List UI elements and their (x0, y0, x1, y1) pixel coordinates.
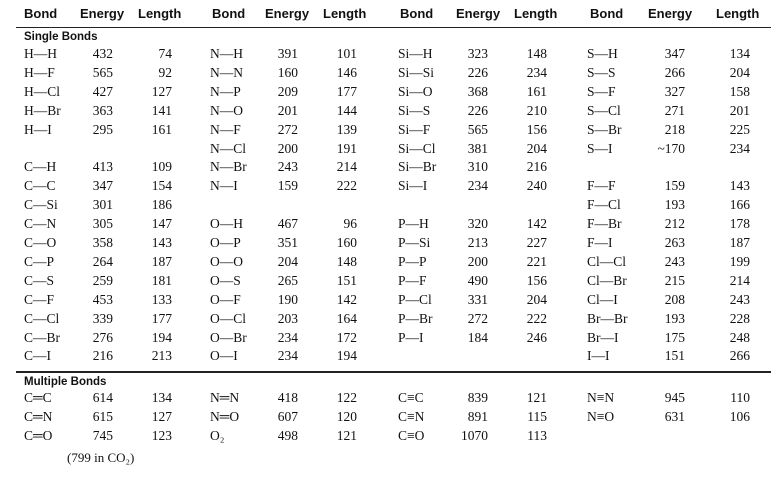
bond-formula: Br—I (587, 329, 619, 345)
bond-energy: 347 (664, 46, 685, 61)
section-title-multiple: Multiple Bonds (24, 376, 107, 388)
bond-length: 214 (336, 159, 357, 175)
column-header-bond: Bond (24, 6, 58, 21)
bond-length: 121 (526, 390, 547, 405)
bond-energy: 839 (467, 390, 488, 405)
bond-formula: O—O (210, 253, 243, 269)
bond-length: 201 (729, 102, 750, 118)
bond-formula: Si—Si (398, 64, 435, 80)
bond-formula: O—S (210, 272, 241, 288)
bond-formula: P—I (398, 329, 424, 345)
bond-formula: O—Br (210, 329, 247, 345)
bond-formula: C—Br (24, 329, 61, 345)
bond-formula: N≡N (587, 390, 615, 405)
bond-formula: N—O (210, 102, 243, 118)
bond-length: 134 (151, 390, 172, 405)
bond-length: 154 (151, 178, 172, 194)
bond-length: 266 (729, 348, 750, 364)
bond-formula: P—P (398, 253, 427, 269)
bond-energy: 327 (664, 83, 685, 99)
bond-length: 222 (336, 178, 357, 194)
bond-length: 221 (526, 253, 547, 269)
section-divider (16, 371, 771, 373)
bond-length: 246 (526, 329, 547, 345)
bond-formula: P—H (398, 216, 429, 232)
bond-formula: C—S (24, 272, 55, 288)
column-header-bond: Bond (400, 6, 434, 21)
bond-formula: N—N (210, 64, 243, 80)
column-header-energy: Energy (80, 6, 125, 21)
bond-length: 147 (151, 216, 172, 232)
bond-formula: N—Cl (210, 140, 247, 156)
bond-energy: 631 (664, 408, 685, 424)
bond-formula: C—N (24, 216, 57, 232)
bond-energy: 234 (467, 178, 488, 194)
bond-energy: 1070 (461, 427, 488, 443)
bond-length: 141 (151, 102, 172, 118)
bond-length: 139 (336, 121, 357, 137)
bond-formula: C≡N (398, 408, 425, 424)
bond-length: 120 (336, 408, 357, 424)
bond-length: 161 (151, 121, 172, 137)
bond-length: 134 (729, 46, 750, 61)
bond-energy: 305 (92, 216, 113, 232)
bond-length: 101 (336, 46, 357, 61)
bond-formula: F—F (587, 178, 616, 194)
bond-length: 113 (527, 427, 547, 443)
column-header-bond: Bond (590, 6, 624, 21)
bond-length: 133 (151, 291, 172, 307)
bond-length: 164 (336, 310, 357, 326)
bond-energy: 209 (277, 83, 298, 99)
bond-formula: S—H (587, 46, 618, 61)
bond-length: 127 (151, 83, 172, 99)
bond-formula: H—Cl (24, 83, 61, 99)
bond-length: 228 (729, 310, 750, 326)
column-header-length: Length (514, 6, 558, 21)
bond-energy: 320 (467, 216, 488, 232)
bond-length: 243 (729, 291, 750, 307)
bond-energy: 427 (92, 83, 113, 99)
bond-energy: 368 (467, 83, 488, 99)
bond-energy: 358 (92, 235, 113, 250)
bond-formula: S—Cl (587, 102, 621, 118)
bond-length: 187 (729, 235, 750, 250)
bond-length: 216 (526, 159, 547, 175)
bond-formula: Si—H (398, 46, 433, 61)
bond-energy: 351 (277, 235, 298, 250)
column-header-length: Length (323, 6, 367, 21)
bond-formula: O—H (210, 216, 243, 232)
bond-formula: H—F (24, 64, 55, 80)
bond-length: 158 (729, 83, 750, 99)
column-header-length: Length (716, 6, 760, 21)
bond-formula: C—Cl (24, 310, 60, 326)
bond-formula: C—P (24, 253, 55, 269)
bond-length: 194 (151, 329, 172, 345)
bond-length: 160 (336, 235, 357, 250)
bond-length: 123 (151, 427, 172, 443)
bond-energy: 295 (92, 121, 113, 137)
bond-energy: 490 (467, 272, 488, 288)
bond-energy: 347 (92, 178, 113, 194)
bond-energy: 151 (664, 348, 685, 364)
bond-energy: 201 (277, 102, 298, 118)
bond-energy: 339 (92, 310, 113, 326)
bond-length: 148 (526, 46, 547, 61)
bond-formula: Si—Cl (398, 140, 436, 156)
bond-energy: 193 (664, 197, 685, 213)
bond-formula: Si—O (398, 83, 433, 99)
bond-length: 222 (526, 310, 547, 326)
bond-formula: O—Cl (210, 310, 247, 326)
bond-formula: N═N (210, 390, 240, 405)
bond-energy: 432 (92, 46, 113, 61)
bond-length: 142 (336, 291, 357, 307)
bond-formula: N—P (210, 83, 241, 99)
bond-formula: N—F (210, 121, 241, 137)
bond-energy: 498 (277, 427, 298, 443)
bond-length: 204 (526, 140, 547, 156)
column-header-bond: Bond (212, 6, 246, 21)
bond-formula: C═C (24, 390, 52, 405)
bond-formula: O—I (210, 348, 238, 364)
bond-energy: 200 (277, 140, 298, 156)
bond-length: 151 (336, 272, 357, 288)
bond-energy: 212 (664, 216, 685, 232)
bond-formula: C—H (24, 159, 57, 175)
bond-formula: S—S (587, 64, 616, 80)
section-title-single: Single Bonds (24, 31, 98, 43)
bond-energy: 204 (277, 253, 298, 269)
bond-formula: N—I (210, 178, 238, 194)
bond-length: 127 (151, 408, 172, 424)
bond-formula: Cl—Cl (587, 253, 627, 269)
bond-length: 161 (526, 83, 547, 99)
bond-length: 148 (336, 253, 357, 269)
bond-length: 177 (336, 83, 357, 99)
bond-energy: 226 (467, 102, 488, 118)
bond-formula: Si—Br (398, 159, 437, 175)
bond-formula: Si—I (398, 178, 428, 194)
bond-energy: 193 (664, 310, 685, 326)
bond-energy: 310 (467, 159, 488, 175)
column-header-energy: Energy (265, 6, 310, 21)
bond-formula: Si—S (398, 102, 431, 118)
bond-energy: 263 (664, 235, 685, 250)
bond-formula: C—F (24, 291, 55, 307)
bond-length: 234 (526, 64, 547, 80)
bond-formula: F—Br (587, 216, 622, 232)
bond-length: 191 (336, 140, 357, 156)
bond-energy: 301 (92, 197, 113, 213)
bond-energy: 184 (467, 329, 488, 345)
bond-length: 144 (336, 102, 357, 118)
bond-energy: 175 (664, 329, 685, 345)
bond-energy: 272 (277, 121, 298, 137)
header-rule (16, 27, 771, 28)
bond-length: 248 (729, 329, 750, 345)
bond-formula: N≡O (587, 408, 615, 424)
bond-energy: 215 (664, 272, 685, 288)
bond-length: 178 (729, 216, 750, 232)
bond-energy: 203 (277, 310, 298, 326)
bond-formula: C—Si (24, 197, 58, 213)
bond-formula: Si—F (398, 121, 431, 137)
bond-energy: 453 (92, 291, 113, 307)
bond-length: 181 (151, 272, 172, 288)
bond-length: 122 (336, 390, 357, 405)
bond-length: 166 (729, 197, 750, 213)
bond-length: 199 (729, 253, 750, 269)
bond-formula: H—I (24, 121, 52, 137)
bond-energy: 234 (277, 348, 298, 364)
bond-length: 156 (526, 272, 547, 288)
bond-energy: 264 (92, 253, 113, 269)
bond-length: 110 (730, 390, 750, 405)
bond-energy: 259 (92, 272, 113, 288)
bond-formula: C═N (24, 408, 53, 424)
bond-energy: 190 (277, 291, 298, 307)
bond-formula: N—Br (210, 159, 247, 175)
bond-energy: 200 (467, 253, 488, 269)
bond-energy: 467 (277, 216, 298, 232)
bond-energy: 213 (467, 235, 488, 250)
bond-length: 225 (729, 121, 750, 137)
bond-length: 143 (151, 235, 172, 250)
bond-energy: 565 (467, 121, 488, 137)
bond-length: 143 (729, 178, 750, 194)
bond-length: 177 (151, 310, 172, 326)
bond-energy: 945 (664, 390, 685, 405)
bond-energy: 413 (92, 159, 113, 175)
bond-formula: C—C (24, 178, 56, 194)
bond-length: 214 (729, 272, 750, 288)
column-header-length: Length (138, 6, 182, 21)
bond-formula: C—I (24, 348, 51, 364)
bond-formula: P—Si (398, 235, 431, 250)
bond-length: 109 (151, 159, 172, 175)
bond-energy: 243 (277, 159, 298, 175)
bond-energy: 208 (664, 291, 685, 307)
bond-formula: H—H (24, 46, 57, 61)
bond-formula: C═O (24, 427, 53, 443)
bond-length: 213 (151, 348, 172, 364)
bond-length: 142 (526, 216, 547, 232)
bond-energy: 159 (277, 178, 298, 194)
bond-energy: 607 (277, 408, 298, 424)
bond-formula: H—Br (24, 102, 61, 118)
bond-length: 204 (729, 64, 750, 80)
bond-formula: P—Br (398, 310, 433, 326)
bond-length: 115 (527, 408, 547, 424)
bond-formula: P—F (398, 272, 427, 288)
bond-energy: 266 (664, 64, 685, 80)
bond-formula: C≡O (398, 427, 425, 443)
bond-energy: 234 (277, 329, 298, 345)
bond-length: 204 (526, 291, 547, 307)
bond-energy: 216 (92, 348, 113, 364)
bond-length: 194 (336, 348, 357, 364)
bond-length: 210 (526, 102, 547, 118)
bond-formula: F—Cl (587, 197, 621, 213)
bond-length: 106 (729, 408, 750, 424)
bond-formula: C—O (24, 235, 57, 250)
bond-energy: 331 (467, 291, 488, 307)
column-header-energy: Energy (648, 6, 693, 21)
bond-formula: Cl—I (587, 291, 618, 307)
bond-formula: N—H (210, 46, 243, 61)
bond-length: 240 (526, 178, 547, 194)
bond-energy: ~170 (657, 140, 685, 156)
bond-formula: Cl—Br (587, 272, 627, 288)
bond-energy: 271 (664, 102, 685, 118)
bond-energy: 265 (277, 272, 298, 288)
bond-energy: 615 (92, 408, 113, 424)
bond-energy: 614 (92, 390, 113, 405)
co2-footnote: (799 in CO₂) (67, 450, 135, 465)
bond-energy: 381 (467, 140, 488, 156)
bond-energy: 363 (92, 102, 113, 118)
bond-length: 121 (336, 427, 357, 443)
bond-length: 74 (158, 46, 172, 61)
bond-energy: 243 (664, 253, 685, 269)
bond-length: 146 (336, 64, 357, 80)
bond-formula: P—Cl (398, 291, 432, 307)
bond-length: 92 (158, 64, 172, 80)
column-header-energy: Energy (456, 6, 501, 21)
bond-energy: 891 (467, 408, 488, 424)
bond-energy: 272 (467, 310, 488, 326)
bond-formula: C≡C (398, 390, 424, 405)
bond-energy: 565 (92, 64, 113, 80)
bond-formula: S—I (587, 140, 613, 156)
bond-formula: O—F (210, 291, 241, 307)
bond-energy: 323 (467, 46, 488, 61)
bond-energy: 745 (92, 427, 113, 443)
bond-energy: 160 (277, 64, 298, 80)
bond-formula: S—Br (587, 121, 622, 137)
bond-length: 96 (343, 216, 357, 232)
bond-length: 172 (336, 329, 357, 345)
bond-energy: 276 (92, 329, 113, 345)
bond-energy: 391 (277, 46, 298, 61)
bond-length: 187 (151, 253, 172, 269)
bond-energy: 226 (467, 64, 488, 80)
bond-formula: O₂ (210, 427, 225, 443)
bond-formula: O—P (210, 235, 241, 250)
bond-formula: I—I (587, 348, 610, 364)
bond-energy: 218 (664, 121, 685, 137)
bond-energy: 418 (277, 390, 298, 405)
bond-formula: Br—Br (587, 310, 628, 326)
bond-formula: N═O (210, 408, 240, 424)
bond-formula: S—F (587, 83, 616, 99)
bond-length: 227 (526, 235, 547, 250)
bond-length: 234 (729, 140, 750, 156)
bond-energy: 159 (664, 178, 685, 194)
bond-length: 186 (151, 197, 172, 213)
bond-formula: F—I (587, 235, 613, 250)
bond-length: 156 (526, 121, 547, 137)
